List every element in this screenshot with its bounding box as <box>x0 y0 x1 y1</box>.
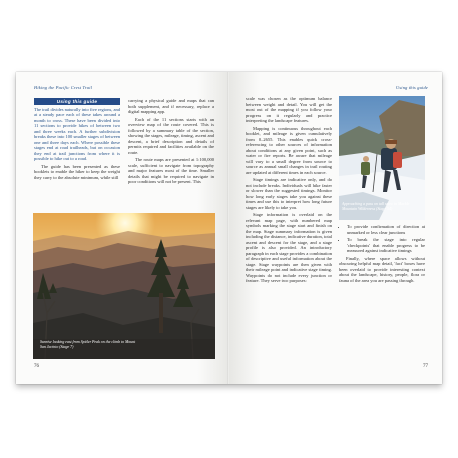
right-column-2 <box>339 224 425 285</box>
snow-pass-photo <box>339 96 425 220</box>
paragraph: carrying a physical guide and maps that can both supplement, and if necessary, replace a digital mapping app. <box>128 98 214 114</box>
paragraph: Finally, where space allows without obscuring helpful map detail, 'fact' boxes have been overlaid to provide interesting context about the landscape, history, people, flora or fauna of the area you are passing through. <box>339 255 425 283</box>
photo-caption: Approaching a pass on tall snow in Marble Mountain Wilderness (Stage 54) <box>342 202 410 211</box>
paragraph: The route maps are presented at 1:100,000 scale, sufficient to navigate from topography and major features most of the time. Smaller details that might be required to navigate in poor conditions will not be present. This <box>128 157 214 184</box>
bullet-list <box>339 224 425 254</box>
box-title: Using this guide <box>34 98 120 105</box>
open-book <box>16 72 442 384</box>
sunrise-photo <box>33 213 215 359</box>
running-header-left: Hiking the Pacific Crest Trail <box>34 85 93 90</box>
page-number-right: 77 <box>423 364 428 369</box>
page-number-left: 76 <box>34 364 39 369</box>
right-page <box>229 72 442 384</box>
list-item: • To break the stage into regular 'checkpoints' that enable progress to be measured against indicative timings <box>347 237 425 254</box>
left-page <box>16 72 229 384</box>
right-column-1 <box>246 96 332 286</box>
photo-caption: Sunrise looking east from Spitler Peak on the climb to Mount San Jacinto (Stage 7) <box>40 340 136 349</box>
paragraph: The guide has been presented as these booklets to enable the hiker to keep the weight they carry to the absolute minimum, while still <box>34 163 120 180</box>
paragraph: Mapping is continuous throughout each booklet, and mileage is given cumulatively from 0–2655. This enables quick cross-referencing to other sources of information about conditions at any given point, such as water or fire reports. Be aware that mileage will vary to a small degree from source to source as annual small changes in trail routing are updated at different times in each source. <box>246 125 332 175</box>
sunrise-landscape-image <box>33 213 215 359</box>
left-column-2 <box>128 98 214 187</box>
paragraph: Stage information is overlaid on the relevant map page, with numbered map symbols marking the stage start and finish on the map. Stage summary information is given including the distance, indicative duration, total ascent and descent for the stage, and a stage profile is also provided. An introductory paragraph in each stage provides a combination of descriptive and useful information about the stage. Stage waypoints are then given with their mileage point and indicative stage timing. Waypoints do not include every junction or feature. They serve two purposes: <box>246 212 332 283</box>
paragraph: Stage timings are indicative only, and do not include breaks. Individuals will hike faster or slower than the suggested timings. Monitor how long early stages take you against these times and use this to interpret how long future stages are likely to take you. <box>246 177 332 210</box>
paragraph: scale was chosen as the optimum balance between weight and detail. You will get the most out of the mapping if you follow your progress on it regularly and practice interpreting the landscape features. <box>246 96 332 123</box>
running-header-right: Using this guide <box>396 85 428 90</box>
list-item: • To provide confirmation of direction at unmarked or less clear junctions <box>347 224 425 235</box>
paragraph: Each of the 11 sections starts with an overview map of the route covered. This is followed by a summary table of the section, showing the stages, mileage, timing, ascent and descent, a brief description and details of permits required and facilities available on the route. <box>128 116 214 155</box>
left-column-1 <box>34 98 120 182</box>
box-body: The trail divides naturally into five regions, and at a steady pace each of these takes around a month to cross. These have been divided into 11 sections to provide hikes of between two and three weeks each. A further subdivision breaks these into 100 smaller stages of between one and three days each. Where possible these stages end at road trailheads, but on occasion they end at trail junctions from where it is possible to hike out to a road. <box>34 106 120 161</box>
